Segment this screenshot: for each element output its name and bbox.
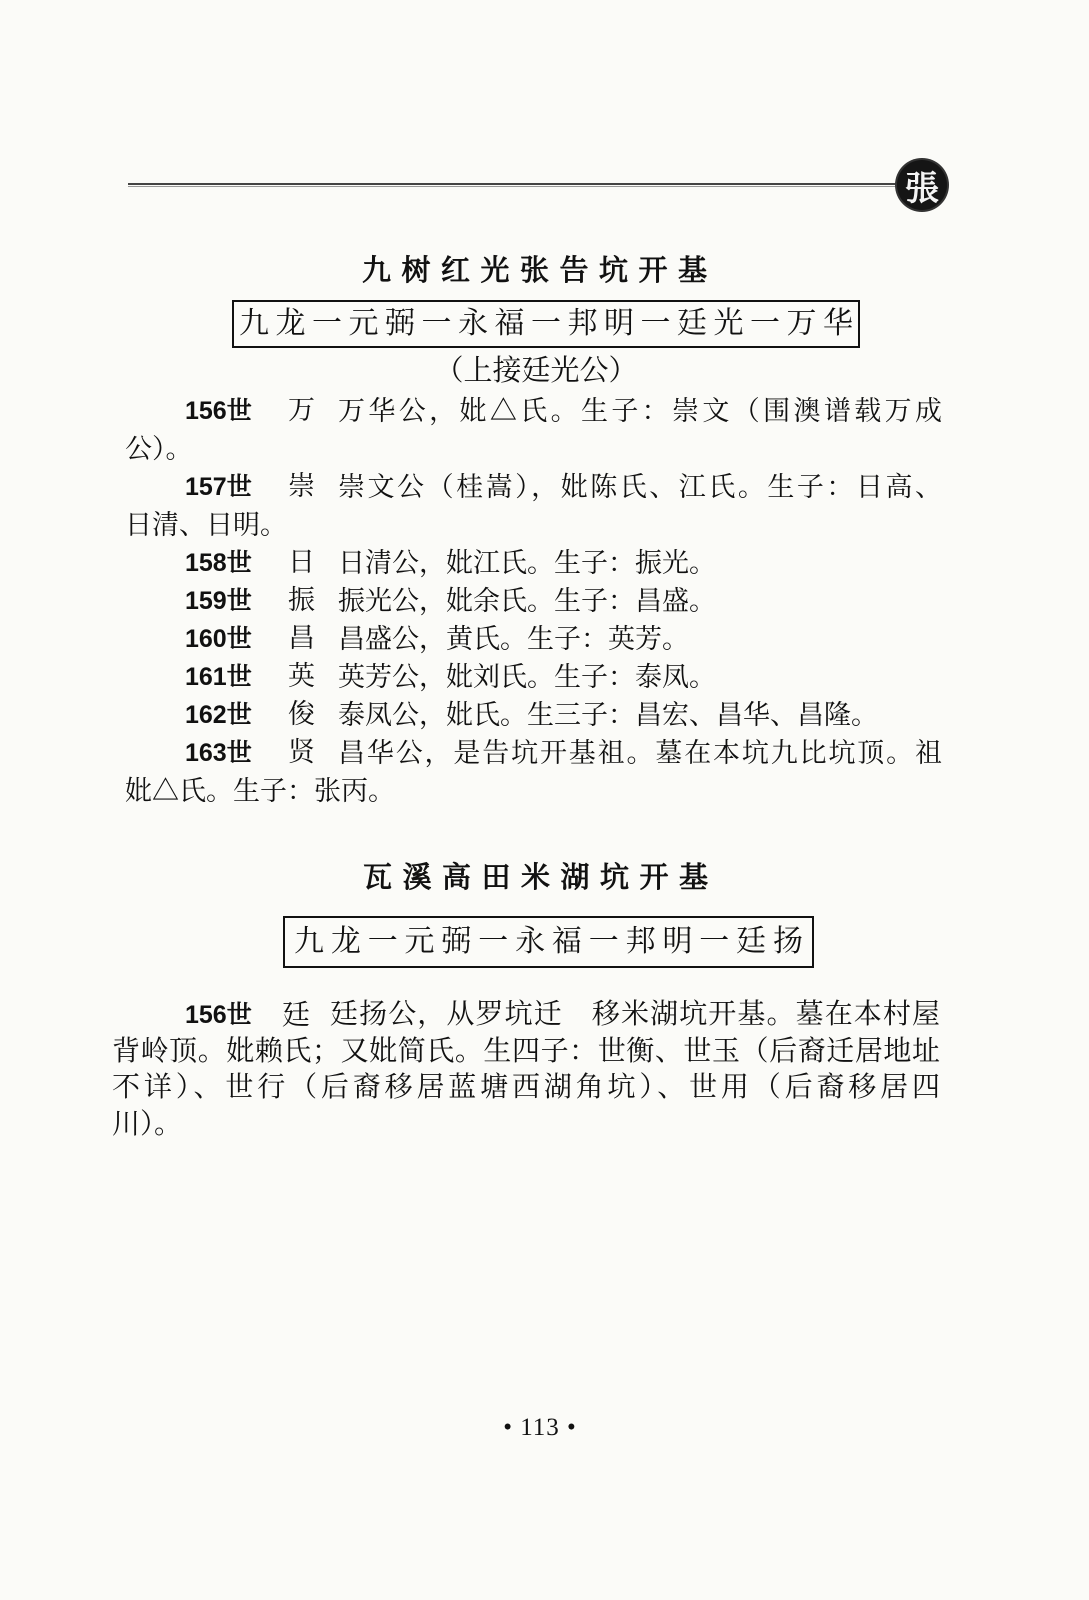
entry-line: [0, 468, 1089, 506]
entry-line: [0, 430, 1089, 468]
entry-157: [0, 468, 1089, 544]
generation-label: 159世: [185, 587, 252, 615]
generation-char: 万: [288, 395, 315, 426]
entry-line: [0, 506, 1089, 544]
entry-text: 背岭顶。妣赖氏；又妣简氏。生四子：世衡、世玉（后裔迁居地址: [112, 1035, 940, 1067]
genealogy-entries: [0, 997, 1089, 1143]
generation-label: 156世: [185, 397, 252, 425]
entry-text: 昌盛公，黄氏。生子：英芳。: [338, 624, 689, 654]
entry-text: 英芳公，妣刘氏。生子：泰凤。: [338, 662, 716, 692]
entry-text: 川）。: [112, 1108, 183, 1140]
entry-163: [0, 734, 1089, 810]
generation-char: 贤: [288, 737, 315, 768]
entry-161: [0, 658, 1089, 696]
entry-line: [0, 734, 1089, 772]
entry-text: 万华公，妣△氏。生子：崇文（围澳谱载万成: [338, 396, 942, 426]
entry-156: [0, 997, 1089, 1143]
generation-char: 昌: [288, 623, 315, 654]
entry-159: [0, 582, 1089, 620]
generation-label: 156世: [185, 1001, 252, 1029]
entry-line: [0, 772, 1089, 810]
entry-text: 振光公，妣余氏。生子：昌盛。: [338, 586, 716, 616]
lineage-box: [283, 916, 814, 968]
entry-line: [0, 392, 1089, 430]
entry-162: [0, 696, 1089, 734]
entry-text: 不详）、世行（后裔移居蓝塘西湖角坑）、世用（后裔移居四: [112, 1072, 940, 1103]
generation-char: 崇: [288, 471, 315, 502]
section-title: 瓦溪高田米湖坑开基: [363, 860, 719, 894]
entry-line: [0, 658, 1089, 696]
lineage-note: （上接廷光公）: [434, 353, 638, 387]
entry-line: [0, 620, 1089, 658]
entry-line: [0, 997, 1089, 1034]
entry-line: [0, 1107, 1089, 1144]
entry-line: [0, 544, 1089, 582]
generation-char: 廷: [282, 998, 311, 1031]
generation-label: 161世: [185, 663, 252, 691]
entry-156: [0, 392, 1089, 468]
generation-label: 157世: [185, 473, 252, 501]
header-rule: [128, 183, 900, 187]
entry-line: [0, 1070, 1089, 1107]
page-number: • 113 •: [503, 1414, 577, 1441]
entry-line: [0, 696, 1089, 734]
entry-text: 公）。: [125, 434, 193, 464]
entry-text: 泰凤公，妣氏。生三子：昌宏、昌华、昌隆。: [338, 700, 878, 730]
generation-label: 163世: [185, 739, 252, 767]
entry-line: [0, 1034, 1089, 1071]
lineage-text: 九龙一元弼一永福一邦明一廷光一万华: [239, 306, 853, 341]
entry-text: 崇文公（桂嵩），妣陈氏、江氏。生子：日高、: [338, 472, 942, 502]
entry-text: 妣△氏。生子：张丙。: [125, 776, 395, 806]
entry-160: [0, 620, 1089, 658]
lineage-text: 九龙一元弼一永福一邦明一廷扬: [294, 924, 803, 959]
entry-line: [0, 582, 1089, 620]
entry-text: 日清公，妣江氏。生子：振光。: [338, 548, 716, 578]
section-title: 九树红光张告坑开基: [362, 253, 718, 287]
generation-char: 振: [288, 585, 315, 616]
generation-char: 英: [288, 661, 315, 692]
generation-label: 162世: [185, 701, 252, 729]
generation-label: 158世: [185, 549, 252, 577]
entry-text: 日清、日明。: [125, 510, 287, 540]
zhang-seal-emblem: 張: [897, 160, 947, 210]
entry-text: 廷扬公，从罗坑迁 移米湖坑开基。墓在本村屋: [330, 999, 940, 1030]
generation-label: 160世: [185, 625, 252, 653]
genealogy-entries: [0, 392, 1089, 810]
lineage-box: [232, 300, 860, 348]
entry-158: [0, 544, 1089, 582]
entry-text: 昌华公，是告坑开基祖。墓在本坑九比坑顶。祖: [338, 738, 942, 768]
generation-char: 日: [288, 547, 315, 578]
generation-char: 俊: [288, 699, 315, 730]
